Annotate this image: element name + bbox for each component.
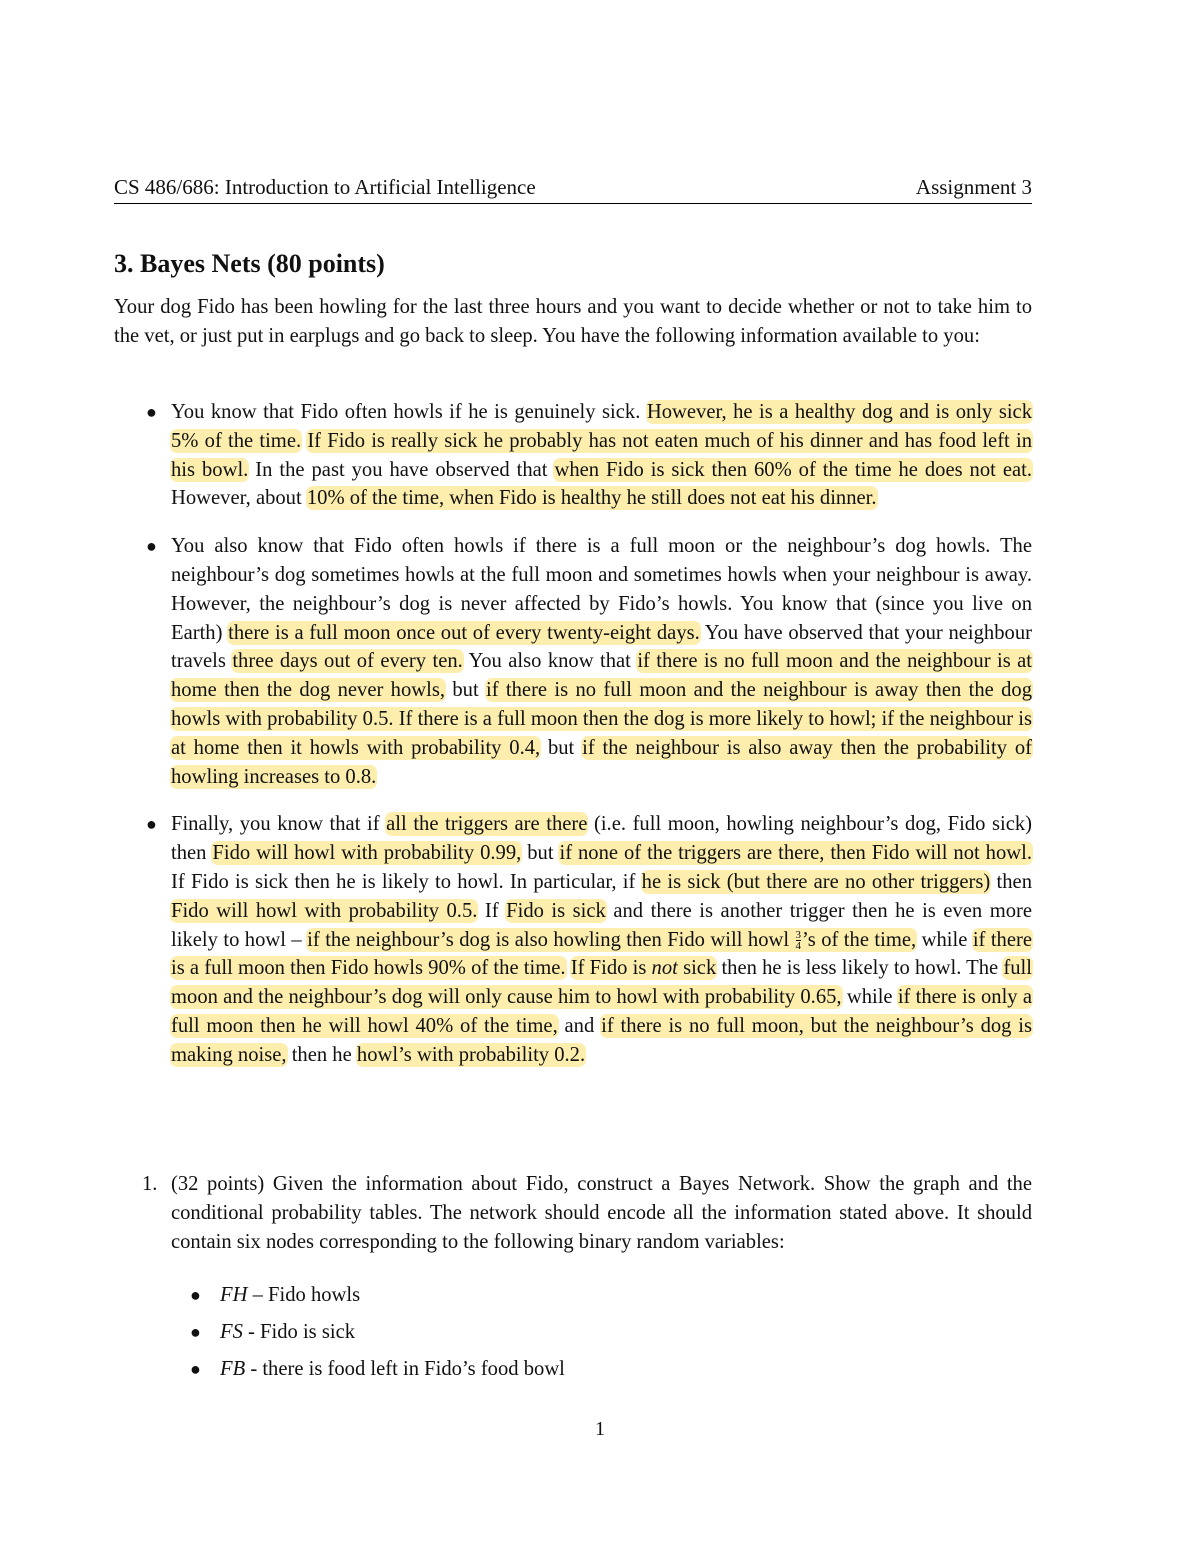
fraction-denominator: 4 — [795, 940, 802, 953]
bullet-icon: ● — [146, 536, 157, 557]
text-span: and there is another trigger then he is even more likely to howl – — [171, 899, 1033, 951]
highlight: Fido will howl with probability 0.99, — [212, 842, 522, 865]
highlight: if there is no full moon and the neighbour is at home then the dog never howls, — [171, 650, 1032, 702]
text-span: You have observed that your neighbour travels — [171, 621, 1032, 673]
list-item — [114, 398, 1032, 513]
list-item — [190, 1355, 565, 1384]
text-span: but — [445, 679, 486, 702]
highlight: 10% of the time, when Fido is healthy he still does not eat his dinner. — [306, 487, 877, 510]
highlight — [571, 957, 717, 979]
text-span: If Fido is sick then he is likely to howl. In particular, if — [171, 870, 642, 893]
bullet-icon: ● — [190, 1285, 201, 1305]
list-item — [114, 810, 1032, 1069]
text-span: but — [521, 842, 560, 865]
text-span: You also know that Fido often howls if there is a full moon or the neighbour’s dog howls. The neighbour’s dog sometimes howls at the full moon and sometimes howls when your neighbour is away. However, the neighbour’s dog is never affected by Fido’s howls. You know that (since you live on Earth) — [171, 535, 1032, 644]
bullet-icon: ● — [190, 1321, 201, 1342]
highlight: Fido will howl with probability 0.5. — [171, 899, 478, 922]
intro-paragraph: Your dog Fido has been howling for the last three hours and you want to decide whether or not to take him to the vet, or just put in earplugs and go back to sleep. You have the following information available to you: — [114, 296, 1032, 347]
text-span: sick — [677, 957, 717, 980]
variable-description: - Fido is sick — [242, 1320, 356, 1343]
highlight: However, he is a healthy dog and is only sick 5% of the time. — [171, 401, 1032, 452]
highlight: Fido is sick — [506, 899, 606, 922]
text-span: (i.e. full moon, howling neighbour’s dog, Fido sick) then — [171, 813, 1033, 865]
text-span: then — [990, 870, 1032, 893]
variable-symbol: FH — [220, 1284, 248, 1306]
fraction — [796, 930, 802, 951]
highlight: if the neighbour is also away then the probability of howling increases to 0.8. — [171, 736, 1032, 788]
highlight: three days out of every ten. — [232, 650, 463, 673]
variable-description: - there is food left in Fido’s food bowl — [245, 1357, 565, 1380]
highlight — [307, 929, 916, 951]
bullet-icon: ● — [190, 1358, 201, 1379]
text-span: but — [540, 736, 583, 759]
bullet-icon: ● — [146, 402, 157, 422]
page-number: 1 — [595, 1418, 605, 1440]
variable-list — [190, 1281, 565, 1391]
highlight: if there is only a full moon then he will howl 40% of the time, — [171, 986, 1032, 1037]
highlight: if there is no full moon and the neighbour is away then the dog howls with probability 0.5. If there is a full moon then the dog is more likely to howl; if the neighbour is at home then it howls with probability 0.4, — [171, 679, 1032, 759]
question-1 — [114, 1170, 1032, 1256]
text-span: if the neighbour’s dog is also howling then Fido will howl — [307, 928, 795, 951]
highlight: full moon and the neighbour’s dog will only cause him to howl with probability 0.65, — [171, 957, 1032, 1009]
highlight: all the triggers are there — [386, 813, 588, 836]
fraction-numerator: 3 — [795, 929, 802, 942]
highlight: howl’s with probability 0.2. — [356, 1043, 586, 1066]
page-header — [114, 175, 1032, 204]
variable-symbol: FS — [220, 1320, 243, 1343]
text-span: and — [557, 1014, 602, 1037]
text-span: If Fido is — [570, 957, 652, 980]
highlight: he is sick (but there are no other triggers) — [641, 870, 991, 893]
highlight: if there is no full moon, but the neighbour’s dog is making noise, — [171, 1014, 1033, 1066]
text-span: ’s of the time, — [802, 928, 917, 951]
assignment-label: Assignment 3 — [915, 175, 1032, 199]
highlight: there is a full moon once out of every twenty-eight days. — [228, 621, 700, 644]
text-span: In the past you have observed that — [248, 458, 555, 481]
highlight: if none of the triggers are there, then Fido will not howl. — [559, 842, 1033, 865]
text-span: You also know that — [462, 650, 638, 673]
information-list — [114, 398, 1032, 1089]
text-span: while — [841, 986, 898, 1009]
section-title: 3. Bayes Nets (80 points) — [114, 249, 385, 278]
list-item — [114, 532, 1032, 791]
course-title: CS 486/686: Introduction to Artificial Intelligence — [114, 175, 536, 199]
highlight: If Fido is really sick he probably has not eaten much of his dinner and has food left in his bowl. — [171, 429, 1032, 481]
highlight: when Fido is sick then 60% of the time he does not eat. — [554, 458, 1032, 481]
variable-description: – Fido howls — [247, 1284, 361, 1306]
text-span: You know that Fido often howls if he is genuinely sick. — [171, 401, 647, 423]
list-item — [190, 1281, 565, 1310]
list-item — [190, 1318, 565, 1347]
text-span: If — [477, 899, 507, 922]
question-number: 1. — [142, 1173, 158, 1195]
text-span: Finally, you know that if — [171, 813, 387, 836]
highlight: if there is a full moon then Fido howls 90% of the time. — [171, 928, 1032, 980]
question-text: (32 points) Given the information about Fido, construct a Bayes Network. Show the graph and the conditional probability tables. The network should encode all the information stated above. It should contain six nodes corresponding to the following binary random variables: — [171, 1173, 1032, 1253]
text-span: then he is less likely to howl. The — [716, 957, 1004, 980]
text-span: then he — [286, 1043, 357, 1066]
bullet-icon: ● — [146, 814, 157, 835]
emphasis: not — [651, 957, 678, 980]
variable-symbol: FB — [220, 1357, 246, 1380]
text-span: while — [916, 928, 973, 951]
text-span: However, about — [171, 487, 307, 510]
